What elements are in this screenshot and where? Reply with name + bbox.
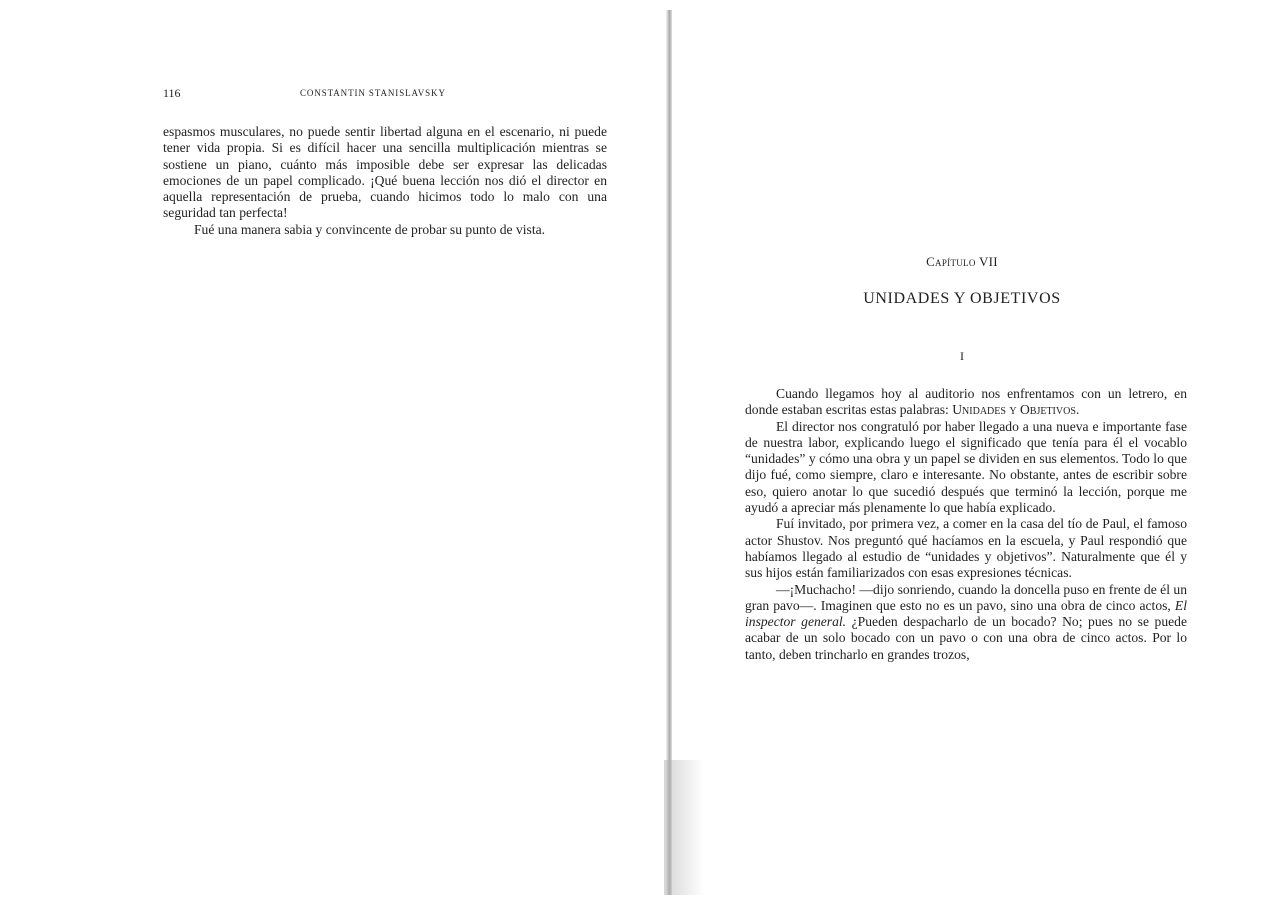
paragraph-text: ¿Pueden despacharlo de un bocado? No; pues no se puede acabar de un solo bocado con un pavo o con una obra de cinco actos. Por lo tanto, deben trincharlo en grandes trozos, bbox=[745, 614, 1187, 662]
running-head-author: CONSTANTIN STANISLAVSKY bbox=[300, 88, 446, 98]
paragraph-text: Cuando llegamos hoy al auditorio nos enfrentamos con un letrero, en donde estaban escritas estas palabras: bbox=[745, 386, 1187, 418]
right-page-body bbox=[745, 386, 1187, 663]
running-head bbox=[163, 86, 608, 102]
sign-text: Unidades y Objetivos. bbox=[952, 402, 1080, 418]
chapter-label: Capítulo VII bbox=[926, 254, 998, 269]
paragraph-text: —¡Muchacho! —dijo sonriendo, cuando la doncella puso en frente de él un gran pavo—. Imaginen que esto no es un pavo, sino una obra de cinco actos, bbox=[745, 581, 1187, 613]
section-number: I bbox=[960, 349, 964, 363]
chapter-title: UNIDADES Y OBJETIVOS bbox=[863, 290, 1061, 307]
paragraph: espasmos musculares, no puede sentir libertad alguna en el escenario, ni puede tener vida propia. Si es difícil hacer una sencilla multiplicación mientras se sostiene un piano, cuánto más imposible debe ser expresar las delicadas emociones de un papel complicado. ¡Qué buena lección nos dió el director en aquella representación de prueba, cuando hicimos todo lo malo con una seguridad tan perfecta! bbox=[163, 124, 607, 221]
paragraph: Fué una manera sabia y convincente de probar su punto de vista. bbox=[194, 221, 546, 237]
left-page-body bbox=[163, 124, 607, 238]
paragraph bbox=[745, 582, 1187, 663]
page-number: 116 bbox=[163, 86, 181, 100]
paragraph bbox=[745, 386, 1187, 419]
paragraph: El director nos congratuló por haber llegado a una nueva e importante fase de nuestra labor, explicando luego el significado que tenía para él el vocablo “unidades” y cómo una obra y un papel se dividen en sus elementos. Todo lo que dijo fué, como siempre, claro e interesante. No obstante, antes de escribir sobre eso, quiero anotar lo que sucedió después que terminó la lección, porque me ayudó a apreciar más plenamente lo que había explicado. bbox=[745, 418, 1187, 516]
right-page bbox=[676, 0, 1280, 906]
play-title: El inspector general. bbox=[745, 597, 1187, 630]
paragraph: Fuí invitado, por primera vez, a comer en la casa del tío de Paul, el famoso actor Shustov. Nos preguntó qué hacíamos en la escuela, y Paul respondió que habíamos llegado al estudio de “unidades y objetivos”. Naturalmente que él y sus hijos están familiarizados con esas expresiones técnicas. bbox=[745, 516, 1187, 581]
